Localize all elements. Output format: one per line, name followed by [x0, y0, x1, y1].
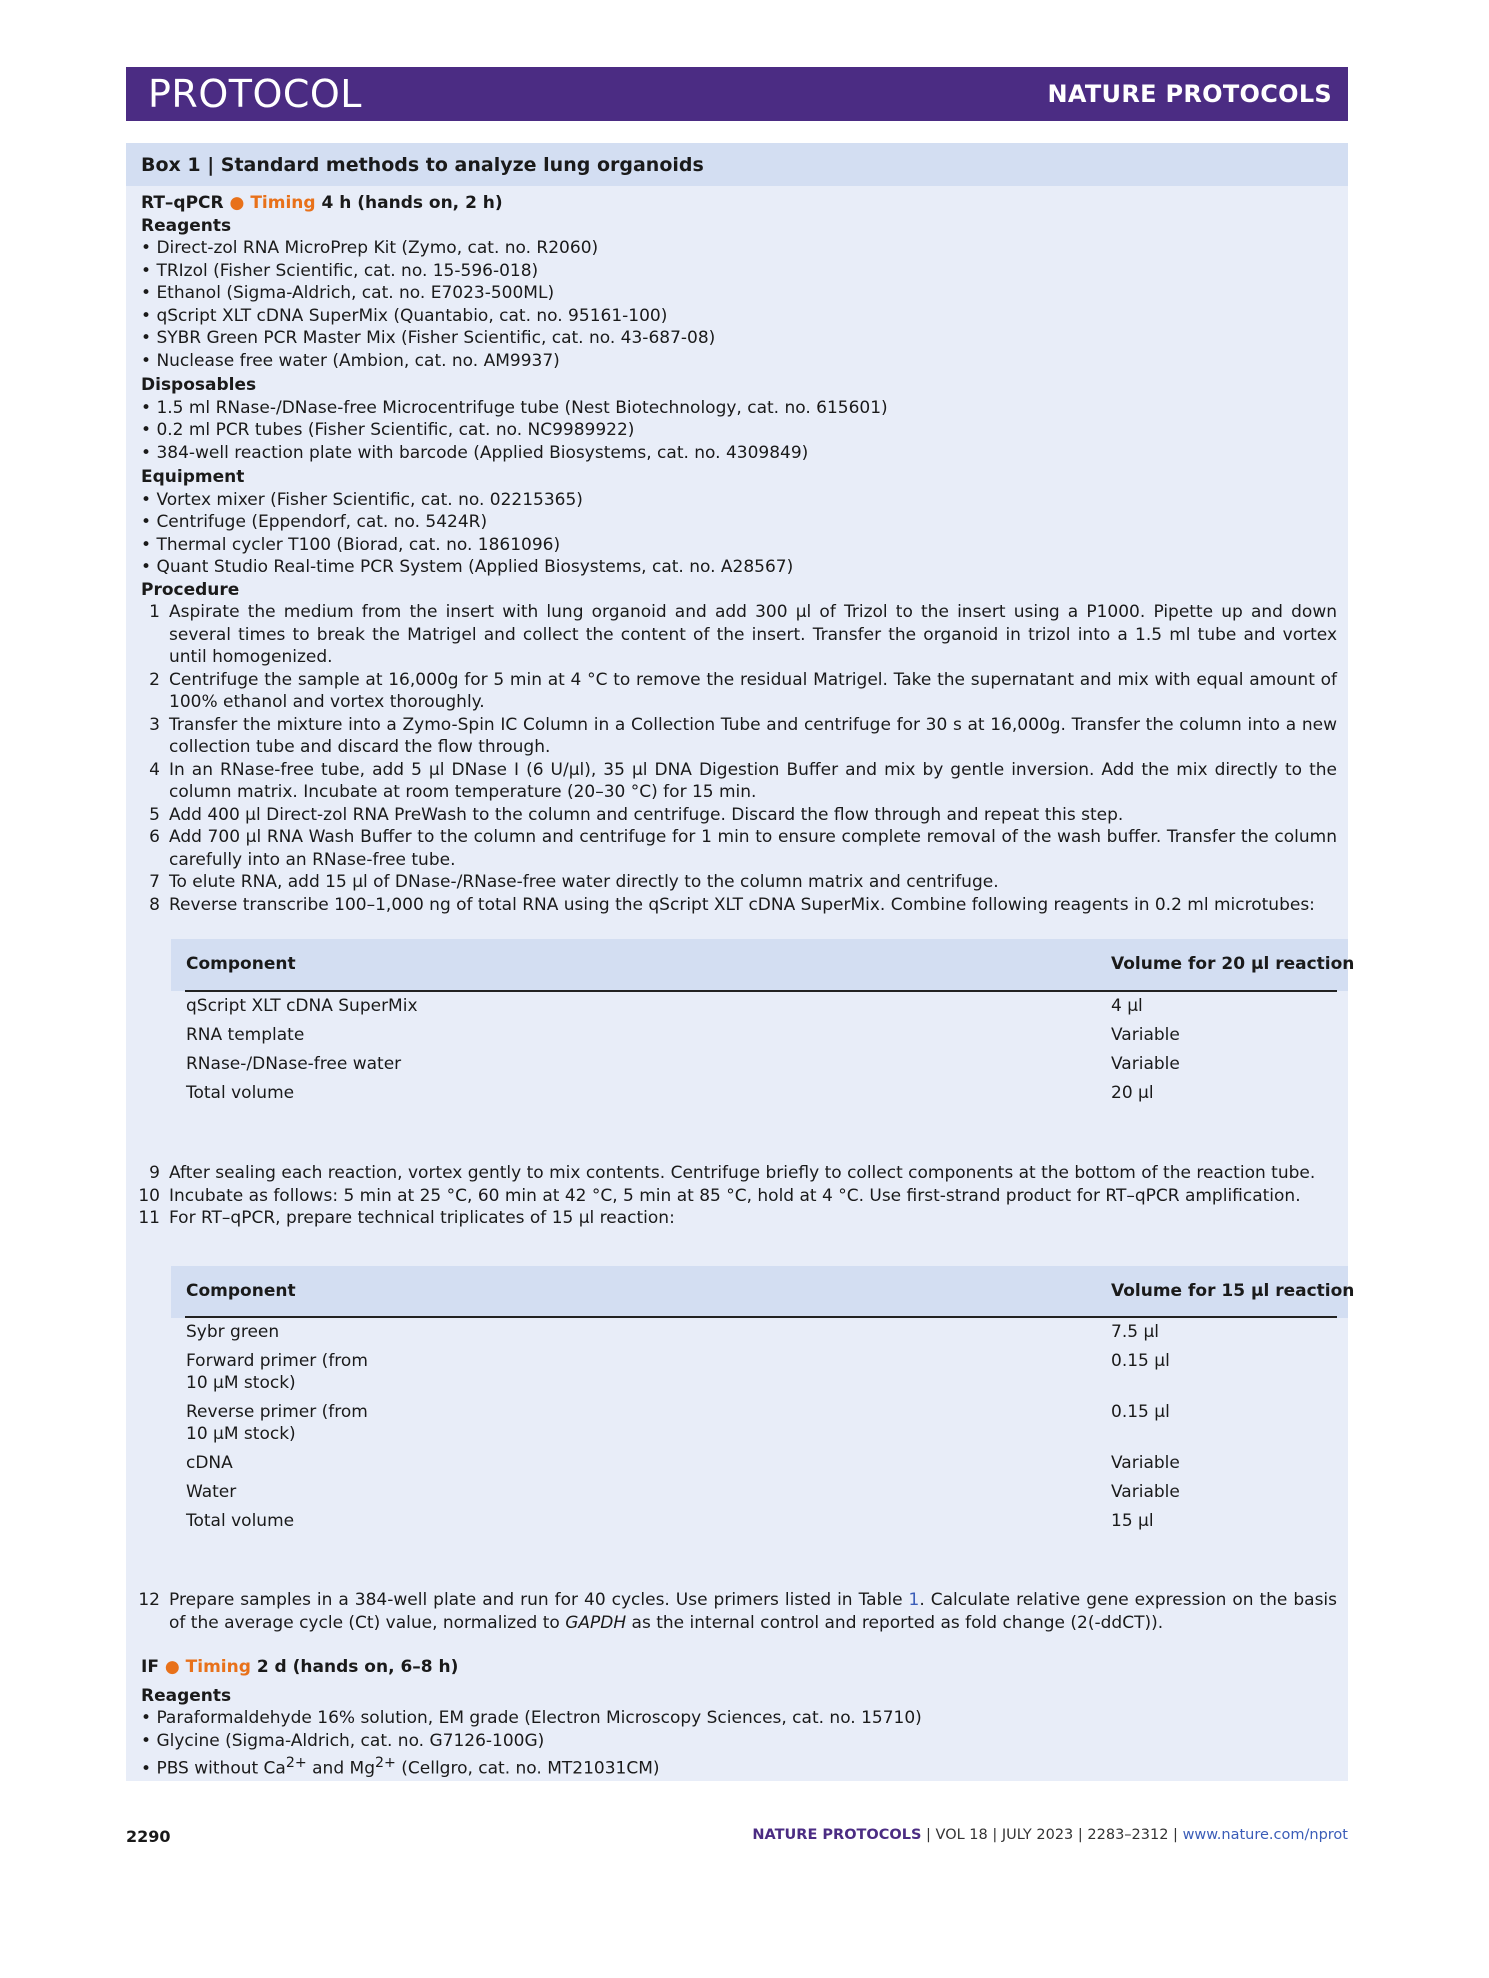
list-item: • qScript XLT cDNA SuperMix (Quantabio, cat. no. 95161-100) — [141, 305, 1337, 328]
step-text-part: as the internal control and reported as fold change (2(-ddCT)). — [626, 1612, 1164, 1633]
step-number: 10 — [138, 1185, 160, 1206]
text-part: (Cellgro, cat. no. MT21031CM) — [395, 1758, 660, 1779]
timing-label: Timing — [185, 1657, 251, 1677]
step-number: 11 — [138, 1208, 160, 1228]
footer-sep: | — [1168, 1827, 1183, 1843]
gene-name: GAPDH — [565, 1612, 627, 1633]
table-cell: Total volume — [186, 1511, 295, 1531]
timing-value: 2 d (hands on, 6–8 h) — [256, 1657, 459, 1677]
table-cell: RNA template — [186, 1025, 305, 1045]
footer-journal: NATURE PROTOCOLS — [752, 1827, 922, 1843]
step-text: To elute RNA, add 15 µl of DNase-/RNase-free water directly to the column matrix and centrifuge. — [169, 872, 999, 892]
timing-dot-icon: ● — [164, 1657, 180, 1677]
list-item: • Thermal cycler T100 (Biorad, cat. no. 1861096) — [141, 534, 1337, 557]
footer-volume: VOL 18 — [935, 1827, 988, 1843]
list-item: • 0.2 ml PCR tubes (Fisher Scientific, cat. no. NC9989922) — [141, 419, 1337, 442]
timing-label: Timing — [250, 193, 316, 213]
step-text: Incubate as follows: 5 min at 25 °C, 60 min at 42 °C, 5 min at 85 °C, hold at 4 °C. Use first-strand product for RT–qPCR amplification. — [169, 1185, 1301, 1206]
step-text: Aspirate the medium from the insert with lung organoid and add 300 µl of Trizol to the insert using a P1000. Pipette up and down several times to break the Matrigel and collect the content of the insert. Transfer the organoid in trizol into a 1.5 ml tube and vortex until homogenized. — [169, 602, 1337, 667]
procedure-step — [138, 1207, 1337, 1230]
rtqpcr-heading — [141, 192, 1337, 215]
header-band — [126, 67, 1348, 121]
cell-line: 10 µM stock) — [186, 1372, 296, 1393]
table-cell: Variable — [1111, 1482, 1180, 1502]
superscript: 2+ — [374, 1755, 396, 1771]
table-cell: Sybr green — [186, 1322, 280, 1342]
list-item — [141, 1752, 1337, 1780]
step-number: 3 — [149, 714, 160, 735]
step-text: Centrifuge the sample at 16,000g for 5 min at 4 °C to remove the residual Matrigel. Take the supernatant and mix with equal amount of 100% ethanol and vortex thoroughly. — [169, 669, 1337, 712]
rtqpcr-section — [141, 192, 1337, 916]
list-item: • Paraformaldehyde 16% solution, EM grade (Electron Microscopy Sciences, cat. no. 15710) — [141, 1707, 1337, 1730]
procedure-steps-b — [138, 1162, 1337, 1230]
timing-dot-icon: ● — [229, 193, 245, 213]
procedure-step — [141, 714, 1337, 759]
list-item: • Direct-zol RNA MicroPrep Kit (Zymo, cat. no. R2060) — [141, 237, 1337, 260]
procedure-step — [141, 894, 1337, 917]
list-item: • SYBR Green PCR Master Mix (Fisher Scientific, cat. no. 43-687-08) — [141, 327, 1337, 350]
table-cell: Total volume — [186, 1083, 295, 1103]
table1-col-volume: Volume for 20 µl reaction — [1111, 954, 1355, 974]
footer-url-link[interactable]: www.nature.com/nprot — [1182, 1827, 1348, 1843]
list-item: • Centrifuge (Eppendorf, cat. no. 5424R) — [141, 511, 1337, 534]
text-part: and Mg — [306, 1758, 375, 1779]
list-item: • Nuclease free water (Ambion, cat. no. AM9937) — [141, 350, 1337, 373]
step-number: 5 — [149, 804, 160, 825]
step-text-part: . Calculate relative gene expression on the basis of the average cycle (Ct) value, normalized to — [169, 1590, 1338, 1633]
if-reagents-list — [141, 1707, 1337, 1780]
footer-sep: | — [987, 1827, 1002, 1843]
footer-sep: | — [1073, 1827, 1088, 1843]
if-reagents-heading: Reagents — [141, 1685, 232, 1706]
cell-line: Forward primer (from — [186, 1351, 368, 1371]
footer-sep: | — [921, 1827, 936, 1843]
procedure-step — [141, 759, 1337, 804]
procedure-heading: Procedure — [141, 579, 240, 600]
list-item: • Glycine (Sigma-Aldrich, cat. no. G7126-100G) — [141, 1730, 1337, 1753]
table-cell: Variable — [1111, 1453, 1180, 1473]
list-item: • 1.5 ml RNase-/DNase-free Microcentrifuge tube (Nest Biotechnology, cat. no. 615601) — [141, 397, 1337, 420]
box-title: Box 1 | Standard methods to analyze lung organoids — [141, 153, 704, 176]
table2-col-component: Component — [186, 1281, 296, 1301]
step-number: 4 — [149, 759, 160, 780]
box-title-band — [126, 143, 1348, 186]
procedure-step — [138, 1589, 1338, 1634]
step-number: 8 — [149, 894, 160, 915]
table2-rule — [185, 1316, 1337, 1318]
table-cell: 20 µl — [1111, 1083, 1154, 1103]
table1-col-component: Component — [186, 954, 296, 974]
footer-citation — [752, 1827, 1348, 1843]
table-cell: 0.15 µl — [1111, 1351, 1170, 1371]
reagents-list — [141, 237, 1337, 372]
journal-name: NATURE PROTOCOLS — [1047, 80, 1332, 108]
equipment-heading: Equipment — [141, 467, 245, 487]
procedure-step — [141, 804, 1337, 827]
list-item: • 384-well reaction plate with barcode (Applied Biosystems, cat. no. 4309849) — [141, 442, 1337, 465]
procedure-step — [141, 1162, 1337, 1185]
step-text — [169, 1589, 1337, 1634]
list-item: • Quant Studio Real-time PCR System (Applied Biosystems, cat. no. A28567) — [141, 556, 1337, 579]
step-text: Add 700 µl RNA Wash Buffer to the column and centrifuge for 1 min to ensure complete removal of the wash buffer. Transfer the column carefully into an RNase-free tube. — [169, 827, 1337, 870]
step-text: In an RNase-free tube, add 5 µl DNase I (6 U/µl), 35 µl DNA Digestion Buffer and mix by gentle inversion. Add the mix directly to the column matrix. Incubate at room temperature (20–30 °C) for 15 min. — [169, 759, 1337, 802]
table-cell: qScript XLT cDNA SuperMix — [186, 996, 418, 1016]
procedure-step — [141, 669, 1337, 714]
table-cell: Variable — [1111, 1025, 1180, 1045]
table-cell: 7.5 µl — [1111, 1322, 1159, 1342]
rtqpcr-name: RT–qPCR — [141, 193, 224, 213]
step-number: 9 — [149, 1163, 160, 1183]
procedure-step-12 — [138, 1589, 1338, 1634]
disposables-list — [141, 397, 1337, 465]
step-text: Reverse transcribe 100–1,000 ng of total RNA using the qScript XLT cDNA SuperMix. Combine following reagents in 0.2 ml microtubes: — [169, 894, 1315, 915]
section-label: PROTOCOL — [148, 72, 362, 116]
procedure-step — [141, 826, 1337, 871]
step-text: Add 400 µl Direct-zol RNA PreWash to the column and centrifuge. Discard the flow through and repeat this step. — [169, 804, 1124, 825]
step-number: 6 — [149, 827, 160, 847]
list-item: • Ethanol (Sigma-Aldrich, cat. no. E7023-500ML) — [141, 282, 1337, 305]
table-cell: Water — [186, 1482, 237, 1502]
table2-col-volume: Volume for 15 µl reaction — [1111, 1281, 1355, 1301]
table-cell — [186, 1402, 368, 1445]
footer-date: JULY 2023 — [1001, 1827, 1074, 1843]
cell-line: 10 µM stock) — [186, 1423, 296, 1444]
table1-rule — [185, 990, 1337, 992]
step-number: 1 — [149, 602, 160, 622]
procedure-steps-a — [141, 601, 1337, 916]
step-number: 12 — [138, 1590, 160, 1610]
table-cell: 0.15 µl — [1111, 1402, 1170, 1422]
list-item: • Vortex mixer (Fisher Scientific, cat. no. 02215365) — [141, 489, 1337, 512]
table-cell: 15 µl — [1111, 1511, 1154, 1531]
step-text: After sealing each reaction, vortex gently to mix contents. Centrifuge briefly to collect components at the bottom of the reaction tube. — [169, 1163, 1316, 1183]
if-section — [141, 1656, 1337, 1780]
cell-line: Reverse primer (from — [186, 1402, 368, 1422]
procedure-step — [141, 601, 1337, 669]
table-cell: RNase-/DNase-free water — [186, 1054, 402, 1074]
page-number: 2290 — [126, 1827, 171, 1846]
footer-pages: 2283–2312 — [1087, 1827, 1169, 1843]
reagents-heading: Reagents — [141, 215, 232, 236]
table-cell: cDNA — [186, 1453, 233, 1473]
step-text-part: Prepare samples in a 384-well plate and run for 40 cycles. Use primers listed in Table — [169, 1590, 909, 1610]
table-ref-link[interactable]: 1 — [908, 1590, 920, 1610]
procedure-step — [138, 1185, 1337, 1208]
if-name: IF — [141, 1657, 159, 1677]
timing-value: 4 h (hands on, 2 h) — [321, 193, 503, 213]
superscript: 2+ — [285, 1755, 307, 1771]
step-number: 2 — [149, 669, 160, 690]
disposables-heading: Disposables — [141, 375, 257, 395]
step-number: 7 — [149, 872, 160, 892]
table-cell — [186, 1351, 368, 1394]
list-item: • TRIzol (Fisher Scientific, cat. no. 15-596-018) — [141, 260, 1337, 283]
text-part: PBS without Ca — [156, 1758, 286, 1779]
if-heading — [141, 1656, 1337, 1679]
table-cell: 4 µl — [1111, 996, 1143, 1016]
equipment-list — [141, 489, 1337, 579]
procedure-step — [141, 871, 1337, 894]
table-cell: Variable — [1111, 1054, 1180, 1074]
step-text: Transfer the mixture into a Zymo-Spin IC Column in a Collection Tube and centrifuge for 30 s at 16,000g. Transfer the column into a new collection tube and discard the flow through. — [169, 714, 1337, 757]
step-text: For RT–qPCR, prepare technical triplicates of 15 µl reaction: — [169, 1208, 675, 1228]
